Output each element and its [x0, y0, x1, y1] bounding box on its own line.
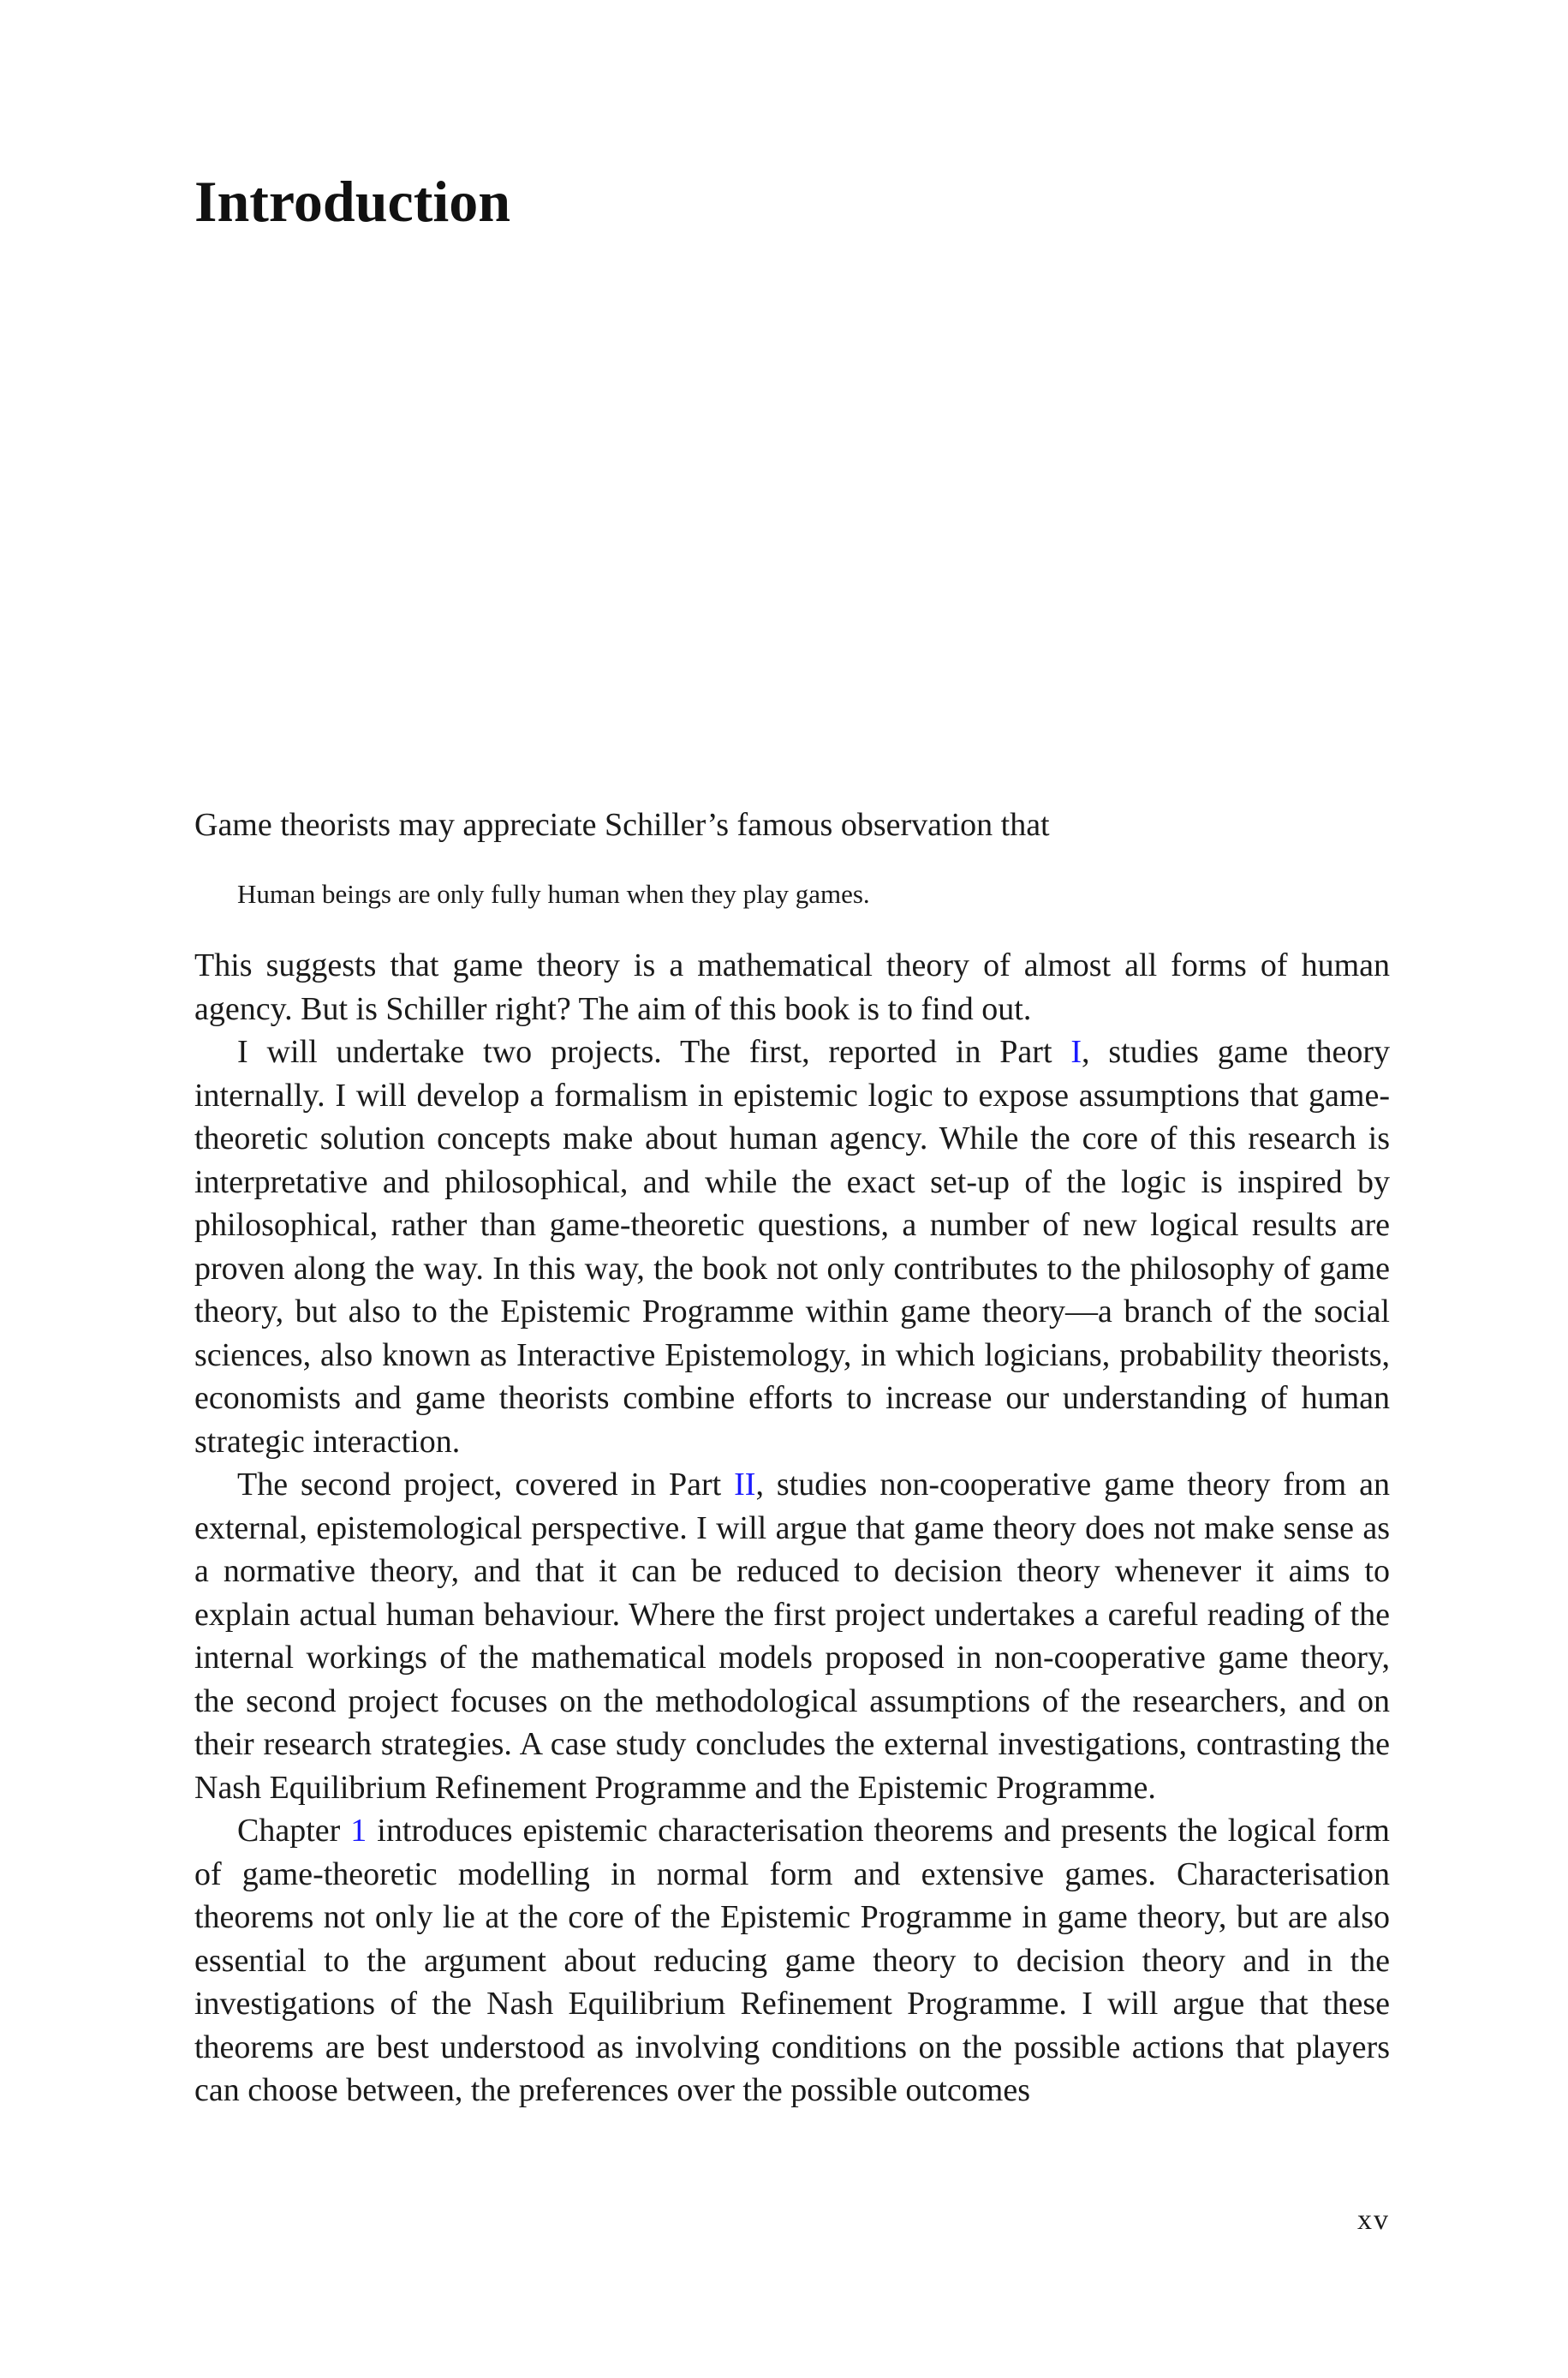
paragraph-4-text-end: introduces epistemic characterisation theorems and presents the logical form of game-theoretic modelling in normal form and extensive games. Characterisation theorems not only lie at the core of the Epistemic Programme in game theory, but are also essential to the argument about reducing game theory to decision theory and in the investigations of the Nash Equilibrium Refinement Programme. I will argue that these theorems are best understood as involving conditions on the possible actions that players can choose between, the preferences over the possible outcomes: [194, 1813, 1390, 2108]
page-number: xv: [1357, 2204, 1390, 2236]
paragraph-1: This suggests that game theory is a mathematical theory of almost all forms of human agency. But is Schiller right? The aim of this book is to find out.: [194, 947, 1390, 1027]
paragraph-2-text-end: , studies game theory internally. I will develop a formalism in epistemic logic to expose assumptions that game-theoretic solution concepts make about human agency. While the core of this research is interpretative and philosophical, and while the exact set-up of the logic is inspired by philosophical, rather than game-theoretic questions, a number of new logical results are proven along the way. In this way, the book not only contributes to the philosophy of game theory, but also to the Epistemic Programme within game theory—a branch of the social sciences, also known as Interactive Epistemology, in which logicians, probability theorists, economists and game theorists combine efforts to increase our understanding of human strategic interaction.: [194, 1034, 1390, 1460]
chapter-1-link[interactable]: 1: [350, 1813, 367, 1849]
paragraph-3-text-start: The second project, covered in Part: [237, 1467, 735, 1503]
paragraph-4-text-start: Chapter: [237, 1813, 351, 1849]
paragraph-3: [194, 1463, 1390, 1809]
body-text: [194, 944, 1390, 2112]
part-2-link[interactable]: II: [734, 1467, 756, 1503]
part-1-link[interactable]: I: [1070, 1034, 1082, 1070]
chapter-title: Introduction: [194, 169, 511, 234]
epigraph-quote: Human beings are only fully human when they play games.: [237, 879, 870, 909]
opening-sentence: Game theorists may appreciate Schiller’s famous observation that: [194, 807, 1050, 843]
paragraph-4: [194, 1809, 1390, 2112]
paragraph-3-text-end: , studies non-cooperative game theory from an external, epistemological perspective. I will argue that game theory does not make sense as a normative theory, and that it can be reduced to decision theory whenever it aims to explain actual human behaviour. Where the first project undertakes a careful reading of the internal workings of the mathematical models proposed in non-cooperative game theory, the second project focuses on the methodological assumptions of the researchers, and on their research strategies. A case study concludes the external investigations, contrasting the Nash Equilibrium Refinement Programme and the Epistemic Programme.: [194, 1467, 1391, 1806]
paragraph-2: [194, 1031, 1390, 1463]
paragraph-2-text-start: I will undertake two projects. The first, reported in Part: [237, 1034, 1071, 1070]
